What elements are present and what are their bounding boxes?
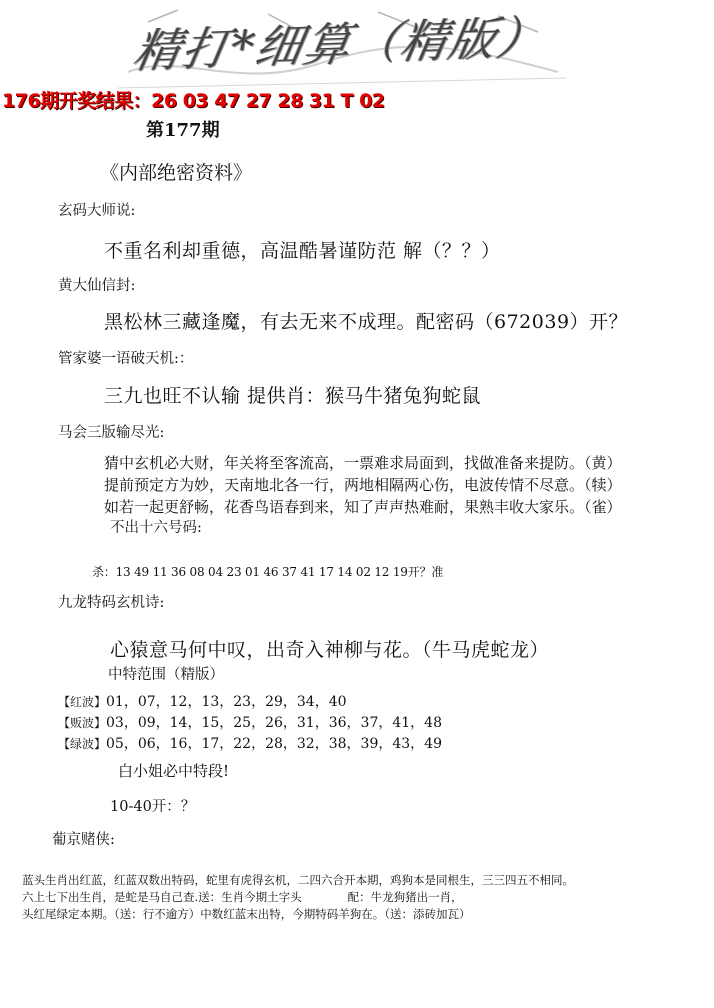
wave-numbers: 03，09，14，15，25，26，31，36，37，41，48 bbox=[106, 715, 442, 731]
mahui-poem-line: 猜中玄机必大财，年关将至客流高，一票难求局面到，找做准备来提防。（黄） bbox=[104, 454, 622, 472]
footer-line: 六上七下出生肖，是蛇是马自己查.送：生肖今期土字头 配：牛龙狗猪出一肖， bbox=[22, 890, 463, 904]
issue-number: 第177期 bbox=[146, 120, 220, 141]
wave-tag: 【绿波】 bbox=[58, 737, 107, 751]
wave-tag: 【红波】 bbox=[58, 695, 107, 709]
guanjia-text: 三九也旺不认输 提供肖：猴马牛猪兔狗蛇鼠 bbox=[104, 385, 482, 407]
huang-text: 黑松林三藏逢魔，有去无来不成理。配密码（672039）开？ bbox=[104, 311, 629, 333]
white-lady-line: 白小姐必中特段! bbox=[118, 762, 230, 780]
huang-label: 黄大仙信封: bbox=[58, 278, 136, 294]
jiulong-poem: 心猿意马何中叹，出奇入神柳与花。（牛马虎蛇龙） bbox=[110, 639, 550, 661]
banner-title: 精打*细算（精版） bbox=[129, 9, 551, 79]
no-sixteen-label: 不出十六号码: bbox=[110, 520, 202, 536]
xuanma-text: 不重名利却重德，高温酷暑谨防范 解（？？） bbox=[104, 240, 501, 262]
range-open-line: 10-40开：？ bbox=[110, 799, 196, 815]
mahui-label: 马会三版输尽光: bbox=[58, 425, 165, 441]
footer-hints bbox=[22, 872, 574, 923]
kill-numbers: 杀：13 49 11 36 08 04 23 01 46 37 41 17 14 02 12 19开？准 bbox=[92, 565, 444, 579]
footer-line: 蓝头生肖出红蓝，红蓝双数出特码，蛇里有虎得玄机，二四六合开本期，鸡狗本是同根生，三三四五不相同。 bbox=[22, 873, 574, 887]
mahui-poem bbox=[104, 452, 622, 518]
mahui-poem-line: 如若一起更舒畅，花香鸟语春到来，知了声声热难耐，果熟丰收大家乐。（雀） bbox=[104, 498, 622, 516]
previous-result: 176期开奖结果：26 03 47 27 28 31 T 02 bbox=[2, 90, 385, 112]
wave-row-red bbox=[58, 691, 347, 711]
wave-row-green bbox=[58, 733, 442, 753]
document-title: 《内部绝密资料》 bbox=[100, 162, 253, 184]
range-title: 中特范围（精版） bbox=[108, 667, 224, 683]
footer-line: 头红尾绿定本期。（送：行不逾方）中数红蓝末出特，今期特码羊狗在。（送：添砖加瓦） bbox=[22, 907, 471, 921]
guanjia-label: 管家婆一语破天机:： bbox=[58, 351, 194, 367]
xuanma-label: 玄码大师说: bbox=[58, 203, 136, 219]
pujing-label: 葡京赌侠: bbox=[52, 832, 115, 848]
wave-numbers: 05，06，16，17，22，28，32，38，39，43，49 bbox=[106, 736, 442, 752]
wave-row-blue bbox=[58, 712, 442, 732]
header-banner bbox=[118, 2, 566, 94]
mahui-poem-line: 提前预定方为妙，天南地北各一行，两地相隔两心伤，电波传情不尽意。（犊） bbox=[104, 476, 622, 494]
wave-tag: 【贩波】 bbox=[58, 716, 107, 730]
jiulong-label: 九龙特码玄机诗: bbox=[58, 595, 165, 611]
wave-numbers: 01，07，12，13，23，29，34，40 bbox=[106, 694, 347, 710]
